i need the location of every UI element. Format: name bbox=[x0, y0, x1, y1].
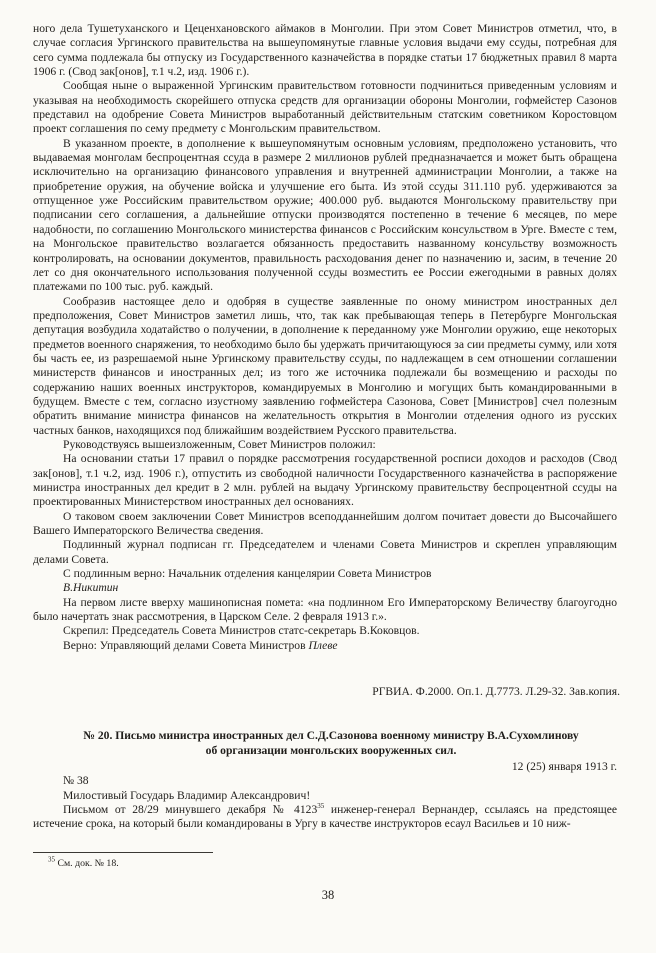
paragraph: Подлинный журнал подписан гг. Председателем и членами Совета Министров и скреплен управляющим делами Совета. bbox=[33, 538, 617, 566]
countersign-line: Скрепил: Председатель Совета Министров статс-секретарь В.Коковцов. bbox=[63, 624, 420, 638]
letter-number: № 38 bbox=[63, 774, 89, 788]
paragraph-continuation: ного дела Тушетуханского и Цеценхановского аймаков в Монголии. При этом Совет Министров отметил, что, в случае согласия Ургинского правительства на вышеупомянутые главные условия выдачи ему ссуды, потребная для сего сумма подлежала бы отпуску из Государственного казначейства в порядке статьи 17 бюджетных правил 8 марта 1906 г. (Свод зак[онов], т.1 ч.2, изд. 1906 г.). bbox=[33, 22, 617, 79]
letter-salutation: Милостивый Государь Владимир Александрович! bbox=[63, 788, 311, 802]
paragraph: На основании статьи 17 правил о порядке рассмотрения государственной росписи доходов и расходов (Свод зак[онов], т.1 ч.2, изд. 1906 г.), отпустить из свободной наличности Государственного казначейства в распоряжение министра иностранных дел кредит в 2 млн. рублей на выдачу Ургинскому правительству беспроцентной ссуды на проектированных Министерством иностранных дел основаниях. bbox=[33, 452, 617, 509]
document-title bbox=[33, 729, 629, 758]
letter-body bbox=[33, 803, 617, 832]
letter-body-start: Письмом от 28/29 минувшего декабря № 4123 bbox=[63, 803, 318, 817]
signature-pleve: Плеве bbox=[308, 638, 338, 652]
footnote-divider bbox=[33, 852, 213, 853]
title-line-2: об организации монгольских вооруженных сил. bbox=[205, 743, 457, 757]
verified-line bbox=[33, 639, 617, 653]
verified-prefix: Верно: Управляющий делами Совета Министров bbox=[63, 638, 306, 652]
paragraph: Сообразив настоящее дело и одобряя в существе заявленные по оному министром иностранных дел предположения, Совет Министров заметил лишь, что, так как пребывающая теперь в Петербурге Монгольская депутация возбудила ходатайство о получении, в дополнение к переданному уже Монголии оружию, еще некоторых предметов военного снаряжения, то необходимо было бы удержать причитающуюся за сии предметы сумму, или хотя бы часть ее, из разрешаемой ныне Ургинскому правительству ссуды, по надлежащем в сем отношении соглашении министерств финансов и иностранных дел; из того же источника подлежали бы возмещению и расходы по содержанию наших военных инструкторов, командируемых в Монголию и могущих быть командированными в будущем. Вместе с тем, согласно изустному заявлению гофмейстера Сазонова, Совет [Министров] счел полезным обратить внимание министра финансов на желательность открытия в Монголии отделения одного из русских частных банков, находящихся под ближайшим воздействием Русского правительства. bbox=[33, 294, 617, 437]
title-line-1: № 20. Письмо министра иностранных дел С.Д.Сазонова военному министру В.А.Сухомлинову bbox=[83, 729, 579, 742]
page-number: 38 bbox=[321, 888, 335, 902]
paragraph: В указанном проекте, в дополнение к вышеупомянутым основным условиям, предположено установить, что выдаваемая монголам беспроцентная ссуда в размере 2 миллионов рублей предназначается и может быть обращена исключительно на организацию финансового управления и внутренней администрации Монголии, а также на приобретение оружия, на обучение войска и улучшение его быта. Из этой ссуды 311.110 руб. удерживаются за отпущенное уже Российским правительством оружие; 400.000 руб. выдаются Монгольскому правительству при подписании сего соглашения, а дальнейшие отпуски производятся постепенно в течение 6 месяцев, по мере надобности, по соглашению Монгольского министерства финансов с Российским консульством в Урге. Вместе с тем, на Монгольское правительство возлагается обязанность предоставить названному консульству возможность контролировать, на основании документов, правильность расходования денег по назначению и, засим, в течение 20 лет со дня окончательного использования полученной ссуды возместить ее России ежегодными в равных долях платежами по 100 тыс. руб. каждый. bbox=[33, 136, 617, 294]
letter-date: 12 (25) января 1913 г. bbox=[511, 760, 617, 773]
paragraph: Сообщая ныне о выраженной Ургинским правительством готовности подчиниться приведенным условиям и указывая на необходимость скорейшего отпуска средств для организации обороны Монголии, гофмейстер Сазонов представил на одобрение Совета Министров выработанный действительным статским советником Коростовцом проект соглашения по сему предмету с Монгольским правительством. bbox=[33, 79, 617, 136]
signature-nikitin: В.Никитин bbox=[63, 581, 119, 595]
paragraph: Руководствуясь вышеизложенным, Совет Министров положил: bbox=[63, 437, 376, 451]
footnote-mark: 35 bbox=[48, 855, 55, 864]
archive-reference: РГВИА. Ф.2000. Оп.1. Д.7773. Л.29-32. Зав.копия. bbox=[372, 685, 620, 698]
footnote bbox=[48, 855, 119, 869]
certification-line: С подлинным верно: Начальник отделения канцелярии Совета Министров bbox=[63, 567, 432, 581]
footnote-reference: 35 bbox=[317, 802, 325, 811]
paragraph: О таковом своем заключении Совет Министров всеподданнейшим долгом почитает довести до Высочайшего Вашего Императорского Величества сведения. bbox=[33, 509, 617, 538]
letter-text bbox=[33, 760, 617, 832]
typed-note: На первом листе вверху машинописная помета: «на подлинном Его Императорскому Величеству благоугодно было начертать знак рассмотрения, в Царском Селе. 2 февраля 1913 г.». bbox=[33, 595, 617, 624]
letter-body-rest: инженер-генерал Вернандер, ссылаясь на предстоящее истечение срока, на который были командированы в Ургу в качестве инструкторов есаул Васильев и 10 ниж- bbox=[33, 803, 617, 831]
footnote-text: См. док. № 18. bbox=[55, 858, 119, 869]
main-text bbox=[33, 22, 617, 653]
